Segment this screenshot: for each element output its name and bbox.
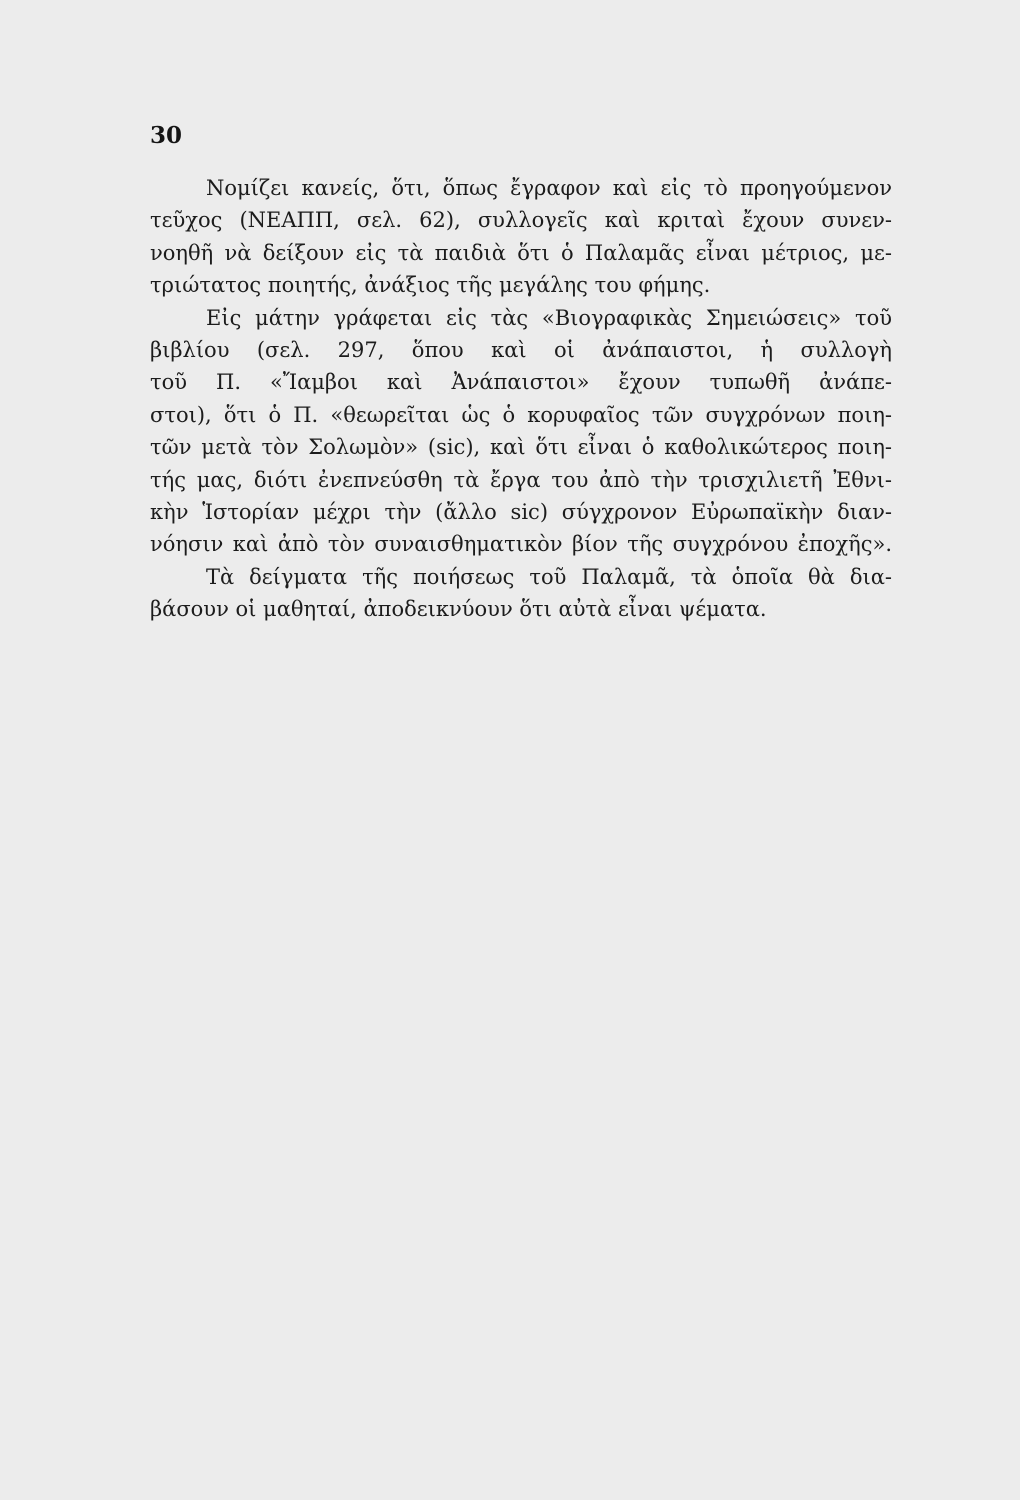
page-number: 30 [150, 122, 183, 149]
paragraph [150, 172, 892, 302]
text-line: τοῦ Π. «Ἴαμβοι καὶ Ἀνάπαιστοι» ἔχουν τυπωθῆ ἀνάπε- [150, 370, 892, 395]
text-line: Τὰ δείγματα τῆς ποιήσεως τοῦ Παλαμᾶ, τὰ ὁποῖα θὰ δια- [206, 564, 892, 589]
text-line: κὴν Ἱστορίαν μέχρι τὴν (ἄλλο sic) σύγχρονον Εὐρωπαϊκὴν διαν- [150, 499, 892, 524]
text-line: βάσουν οἱ μαθηταί, ἀποδεικνύουν ὅτι αὐτὰ εἶναι ψέματα. [150, 597, 767, 622]
text-line: τεῦχος (ΝΕΑΠΠ, σελ. 62), συλλογεῖς καὶ κριταὶ ἔχουν συνεν- [150, 208, 892, 233]
text-line: τριώτατος ποιητής, ἀνάξιος τῆς μεγάλης του φήμης. [150, 273, 711, 298]
text-line: βιβλίου (σελ. 297, ὅπου καὶ οἱ ἀνάπαιστοι, ἡ συλλογὴ [150, 337, 892, 362]
text-line: τής μας, διότι ἐνεπνεύσθη τὰ ἔργα του ἀπὸ τὴν τρισχιλιετῆ Ἐθνι- [150, 467, 892, 492]
text-line: νοηθῆ νὰ δείξουν εἰς τὰ παιδιὰ ὅτι ὁ Παλαμᾶς εἶναι μέτριος, με- [150, 240, 892, 265]
text-line: Εἰς μάτην γράφεται εἰς τὰς «Βιογραφικὰς Σημειώσεις» τοῦ [206, 305, 892, 330]
paragraph [150, 561, 892, 626]
text-line: τῶν μετὰ τὸν Σολωμὸν» (sic), καὶ ὅτι εἶναι ὁ καθολικώτερος ποιη- [150, 435, 892, 460]
paragraph [150, 302, 892, 561]
text-line: στοι), ὅτι ὁ Π. «θεωρεῖται ὡς ὁ κορυφαῖος τῶν συγχρόνων ποιη- [150, 402, 892, 427]
text-line: Νομίζει κανείς, ὅτι, ὅπως ἔγραφον καὶ εἰς τὸ προηγούμενον [206, 176, 892, 200]
body-text [150, 172, 892, 625]
text-line: νόησιν καὶ ἀπὸ τὸν συναισθηματικὸν βίον τῆς συγχρόνου ἐποχῆς». [150, 532, 892, 557]
